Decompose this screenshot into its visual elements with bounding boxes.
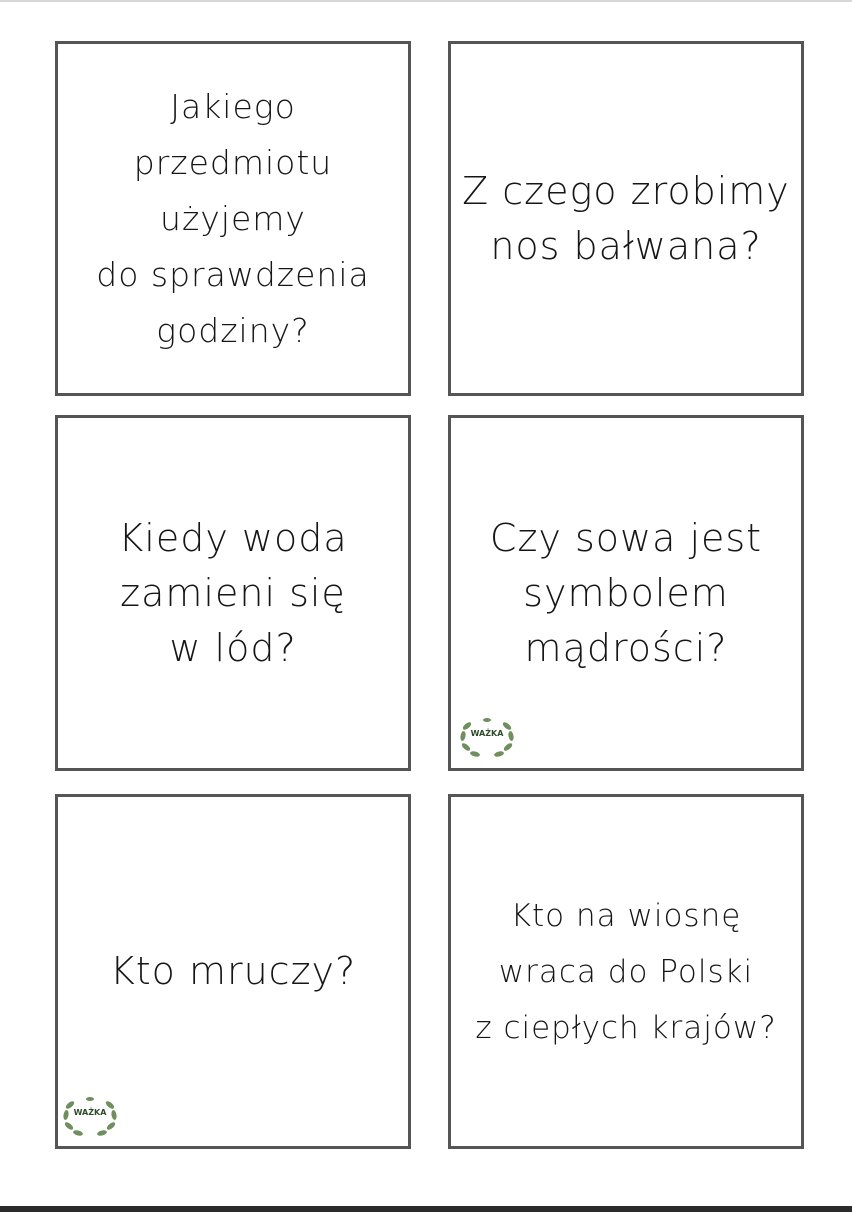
top-divider — [0, 0, 852, 2]
question-card-2 — [448, 41, 804, 396]
question-card-6 — [448, 794, 804, 1149]
logo-text: WAŻKA — [73, 1108, 107, 1117]
question-text: Z czego zrobimy nos bałwana? — [462, 168, 790, 268]
question-card-5 — [55, 794, 411, 1149]
wazka-logo — [457, 714, 517, 760]
wazka-logo — [60, 1093, 120, 1139]
question-card-3 — [55, 415, 411, 771]
question-text: Czy sowa jest symbolem mądrości? — [489, 515, 763, 670]
logo-text: WAŻKA — [470, 729, 504, 738]
question-text: Jakiego przedmiotu użyjemy do sprawdzenia godziny? — [96, 86, 370, 350]
question-card-4 — [448, 415, 804, 771]
bottom-edge-bar — [0, 1206, 852, 1212]
question-text: Kto na wiosnę wraca do Polski z ciepłych krajów? — [475, 897, 777, 1046]
question-text: Kiedy woda zamieni się w lód? — [118, 515, 348, 670]
question-text: Kto mruczy? — [109, 949, 357, 993]
question-card-1 — [55, 41, 411, 396]
